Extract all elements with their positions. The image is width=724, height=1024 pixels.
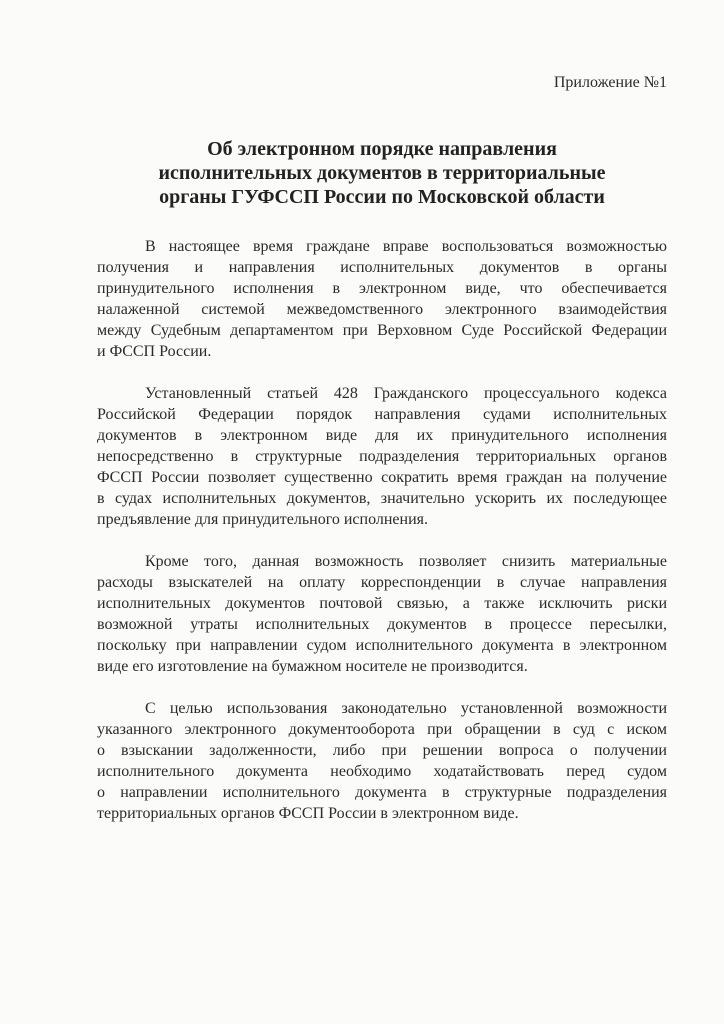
paragraph-line: о взыскании задолженности, либо при решении вопроса о получении: [97, 742, 667, 759]
document-body: [97, 236, 667, 845]
paragraph: [97, 551, 667, 677]
document-title: [97, 137, 667, 209]
paragraph-line: С целью использования законодательно установленной возможности: [145, 700, 667, 717]
paragraph-line: непосредственно в структурные подразделения территориальных органов: [97, 448, 667, 465]
paragraph-line: ФССП России позволяет существенно сократить время граждан на получение: [97, 469, 667, 486]
paragraph: [97, 236, 667, 362]
paragraph-line: территориальных органов ФССП России в электронном виде.: [97, 805, 519, 822]
title-line: Об электронном порядке направления: [207, 138, 557, 160]
title-line: исполнительных документов в территориальные: [158, 162, 606, 184]
paragraph-line: предъявление для принудительного исполнения.: [97, 511, 428, 528]
title-line: органы ГУФССП России по Московской области: [159, 186, 605, 208]
paragraph-line: и ФССП России.: [97, 343, 212, 360]
appendix-label: Приложение №1: [553, 74, 667, 91]
paragraph-line: получения и направления исполнительных документов в органы: [97, 259, 667, 276]
paragraph-line: расходы взыскателей на оплату корреспонденции в случае направления: [97, 574, 667, 591]
paragraph-line: о направлении исполнительного документа в структурные подразделения: [97, 784, 667, 801]
paragraph-line: поскольку при направлении судом исполнительного документа в электронном: [97, 637, 667, 654]
paragraph-line: документов в электронном виде для их принудительного исполнения: [97, 427, 667, 444]
paragraph-line: Установленный статьей 428 Гражданского процессуального кодекса: [145, 385, 667, 402]
paragraph-line: виде его изготовление на бумажном носителе не производится.: [97, 658, 528, 675]
paragraph-line: исполнительных документов почтовой связью, а также исключить риски: [97, 595, 667, 612]
paragraph-line: В настоящее время граждане вправе воспользоваться возможностью: [145, 238, 667, 255]
paragraph-line: исполнительного документа необходимо ходатайствовать перед судом: [97, 763, 667, 780]
paragraph-line: налаженной системой межведомственного электронного взаимодействия: [97, 301, 667, 318]
paragraph-line: Российской Федерации порядок направления судами исполнительных: [97, 406, 667, 423]
paragraph-line: указанного электронного документооборота при обращении в суд с иском: [97, 721, 667, 738]
paragraph: [97, 698, 667, 824]
paragraph-line: в судах исполнительных документов, значительно ускорить их последующее: [97, 490, 667, 507]
paragraph-line: возможной утраты исполнительных документов в процессе пересылки,: [97, 616, 667, 633]
paragraph: [97, 383, 667, 530]
paragraph-line: Кроме того, данная возможность позволяет снизить материальные: [145, 553, 667, 570]
paragraph-line: между Судебным департаментом при Верховном Суде Российской Федерации: [97, 322, 667, 339]
paragraph-line: принудительного исполнения в электронном виде, что обеспечивается: [97, 280, 667, 297]
